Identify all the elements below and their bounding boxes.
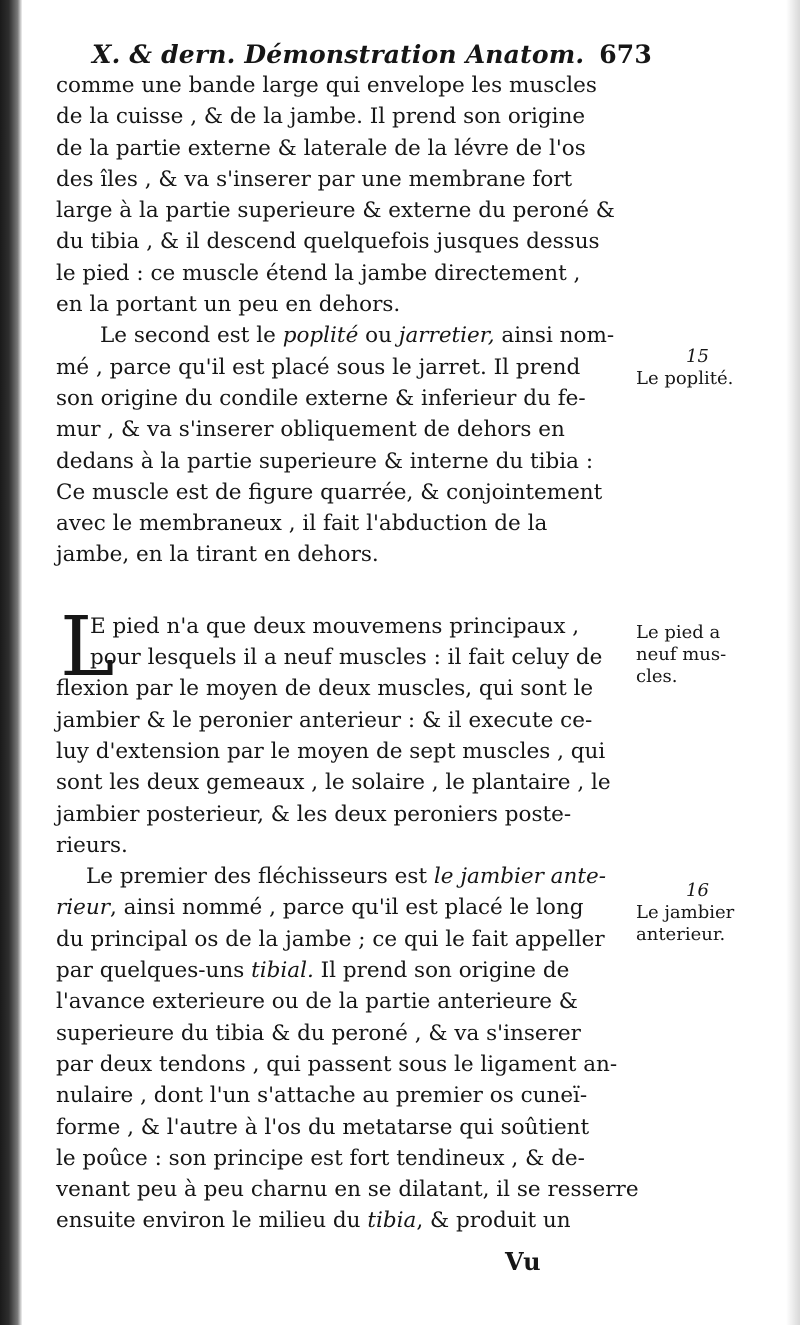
text-line: le pied : ce muscle étend la jambe directement , (56, 260, 581, 286)
text-run: , & produit un (416, 1208, 571, 1234)
main-text (56, 70, 642, 1237)
text-run: ainsi nom- (501, 323, 615, 349)
text-line: mé , parce qu'il est placé sous le jarret. Il prend (56, 354, 581, 380)
paragraph-2 (56, 320, 642, 570)
margin-note-pied (636, 622, 786, 688)
text-line: Ce muscle est de figure quarrée, & conjointement (56, 479, 603, 505)
text-line: superieure du tibia & du peroné , & va s'inserer (56, 1020, 581, 1046)
page-right-shadow (786, 0, 800, 1325)
text-line: jambier & le peronier anterieur : & il execute ce- (56, 707, 593, 733)
text-line: pour lesquels il a neuf muscles : il fait celuy de (90, 645, 603, 671)
text-line: dedans à la partie superieure & interne du tibia : (56, 448, 594, 474)
text-line: des îles , & va s'inserer par une membrane fort (56, 166, 573, 192)
paragraph-4 (56, 861, 642, 1237)
text-line: l'avance exterieure ou de la partie anterieure & (56, 989, 578, 1015)
drop-cap: L (60, 600, 115, 695)
text-line: large à la partie superieure & externe du peroné & (56, 198, 615, 224)
text-line: du tibia , & il descend quelquefois jusques dessus (56, 229, 600, 255)
page-number: 673 (599, 40, 652, 69)
text-line: son origine du condile externe & inferieur du fe- (56, 385, 586, 411)
text-run: Il prend son origine de (320, 958, 570, 984)
margin-note-poplite (636, 346, 786, 390)
term-poplite: poplité (282, 323, 359, 349)
text-line: venant peu à peu charnu en se dilatant, il se resserre (56, 1177, 639, 1203)
text-line (56, 892, 642, 923)
text-line (56, 955, 642, 986)
text-run: , ainsi nommé , parce qu'il est placé le long (110, 895, 584, 921)
margin-note-text: Le poplité. (636, 368, 734, 389)
text-run: Le second est le (100, 323, 276, 349)
text-run: Le premier des fléchisseurs est (86, 864, 428, 890)
term-tibial: tibial. (251, 958, 314, 984)
text-line (56, 320, 642, 351)
paragraph-3 (56, 600, 642, 861)
text-line: de la partie externe & laterale de la lévre de l'os (56, 135, 586, 161)
text-line (56, 1205, 642, 1236)
text-line: forme , & l'autre à l'os du metatarse qui soûtient (56, 1114, 590, 1140)
term-tibia: tibia (367, 1208, 417, 1234)
term-jambier-anterieur: le jambier ante- (433, 864, 606, 890)
page-binding-edge (0, 0, 22, 1325)
text-run: ensuite environ le milieu du (56, 1208, 361, 1234)
text-line: sont les deux gemeaux , le solaire , le plantaire , le (56, 770, 611, 796)
margin-note-text: anterieur. (636, 924, 726, 945)
text-run: par quelques-uns (56, 958, 245, 984)
text-line: comme une bande large qui envelope les muscles (56, 73, 597, 98)
signature-mark: Vu (505, 1247, 542, 1276)
running-head (92, 40, 652, 69)
text-line: E pied n'a que deux mouvemens principaux , (90, 613, 580, 639)
text-line: mur , & va s'inserer obliquement de dehors en (56, 417, 565, 443)
margin-note-number: 16 (686, 880, 709, 901)
text-line: de la cuisse , & de la jambe. Il prend son origine (56, 104, 586, 130)
text-line: luy d'extension par le moyen de sept muscles , qui (56, 738, 606, 764)
margin-note-text: cles. (636, 666, 678, 687)
text-line (56, 861, 642, 892)
term-jarretier: jarretier, (398, 323, 495, 349)
margin-note-text: neuf mus- (636, 644, 727, 665)
text-run: ou (365, 323, 392, 349)
margin-note-jambier (636, 880, 786, 946)
section-gap (56, 571, 642, 611)
term-rieur: rieur (56, 895, 111, 921)
text-line: par deux tendons , qui passent sous le ligament an- (56, 1051, 618, 1077)
text-line: flexion par le moyen de deux muscles, qui sont le (56, 676, 594, 702)
text-line: rieurs. (56, 832, 128, 858)
text-line: le poûce : son principe est fort tendineux , & de- (56, 1145, 585, 1171)
paragraph-1 (56, 70, 642, 320)
margin-note-text: Le pied a (636, 622, 721, 643)
running-head-title: X. & dern. Démonstration Anatom. (92, 40, 585, 69)
margin-note-text: Le jambier (636, 902, 735, 923)
text-line: avec le membraneux , il fait l'abduction de la (56, 511, 548, 537)
text-line: nulaire , dont l'un s'attache au premier os cuneï- (56, 1083, 588, 1109)
text-line: du principal os de la jambe ; ce qui le fait appeller (56, 926, 605, 952)
text-line: jambe, en la tirant en dehors. (56, 542, 379, 568)
margin-note-number: 15 (686, 346, 709, 367)
text-line: jambier posterieur, & les deux peroniers poste- (56, 801, 572, 827)
text-line: en la portant un peu en dehors. (56, 292, 401, 318)
